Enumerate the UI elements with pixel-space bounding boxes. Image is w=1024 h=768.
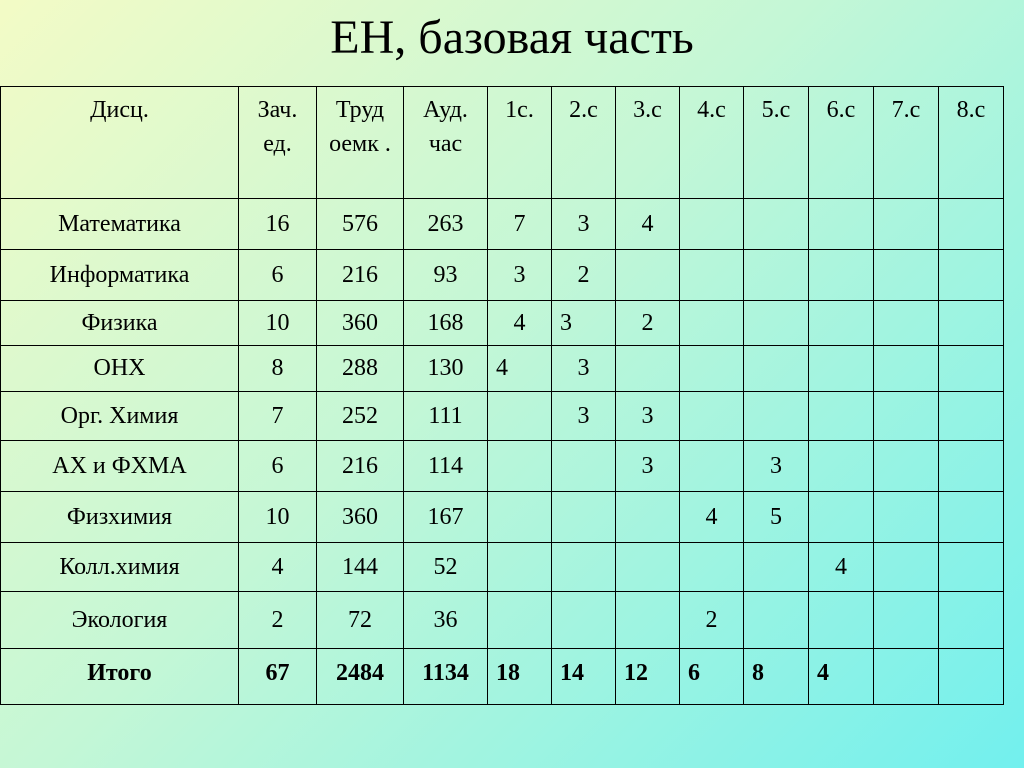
value-cell: 3 <box>616 441 680 492</box>
header-cell: 8.с <box>939 87 1004 199</box>
value-cell <box>809 346 874 392</box>
header-cell: 7.с <box>874 87 939 199</box>
table-row <box>1 392 1004 441</box>
header-cell: 6.с <box>809 87 874 199</box>
slide-title: ЕН, базовая часть <box>330 11 694 64</box>
value-cell: 6 <box>239 441 317 492</box>
value-cell <box>488 592 552 649</box>
value-cell <box>744 392 809 441</box>
header-cell: Ауд. час <box>404 87 488 199</box>
value-cell <box>680 441 744 492</box>
table-row <box>1 492 1004 543</box>
value-cell <box>488 543 552 592</box>
header-cell: Дисц. <box>1 87 239 199</box>
value-cell <box>939 492 1004 543</box>
header-cell: 3.с <box>616 87 680 199</box>
value-cell: 130 <box>404 346 488 392</box>
header-cell: 4.с <box>680 87 744 199</box>
curriculum-table <box>0 86 1004 705</box>
value-cell <box>874 441 939 492</box>
value-cell <box>809 250 874 301</box>
value-cell: 576 <box>317 199 404 250</box>
value-cell: 52 <box>404 543 488 592</box>
value-cell <box>680 392 744 441</box>
total-value: 12 <box>616 649 680 705</box>
value-cell: 168 <box>404 301 488 346</box>
total-value: 8 <box>744 649 809 705</box>
value-cell <box>939 592 1004 649</box>
value-cell <box>744 301 809 346</box>
value-cell <box>616 543 680 592</box>
value-cell: 16 <box>239 199 317 250</box>
total-value: 1134 <box>404 649 488 705</box>
value-cell <box>874 301 939 346</box>
value-cell <box>744 346 809 392</box>
value-cell <box>809 199 874 250</box>
value-cell: 10 <box>239 492 317 543</box>
discipline-cell: Математика <box>1 199 239 250</box>
total-value: 2484 <box>317 649 404 705</box>
total-label: Итого <box>1 649 239 705</box>
value-cell <box>488 441 552 492</box>
table-row <box>1 199 1004 250</box>
value-cell <box>874 492 939 543</box>
value-cell: 72 <box>317 592 404 649</box>
header-cell: 2.с <box>552 87 616 199</box>
value-cell: 3 <box>552 346 616 392</box>
value-cell <box>616 592 680 649</box>
header-cell: 1с. <box>488 87 552 199</box>
table-row <box>1 250 1004 301</box>
total-row <box>1 649 1004 705</box>
value-cell: 6 <box>239 250 317 301</box>
value-cell <box>939 250 1004 301</box>
table-row <box>1 543 1004 592</box>
value-cell <box>680 543 744 592</box>
value-cell <box>809 301 874 346</box>
value-cell: 4 <box>488 301 552 346</box>
value-cell: 114 <box>404 441 488 492</box>
value-cell <box>939 441 1004 492</box>
value-cell: 93 <box>404 250 488 301</box>
value-cell: 3 <box>744 441 809 492</box>
header-cell: Труд оемк . <box>317 87 404 199</box>
value-cell <box>809 441 874 492</box>
value-cell <box>552 492 616 543</box>
value-cell <box>488 492 552 543</box>
value-cell: 111 <box>404 392 488 441</box>
value-cell <box>680 346 744 392</box>
value-cell: 252 <box>317 392 404 441</box>
value-cell <box>874 543 939 592</box>
value-cell: 167 <box>404 492 488 543</box>
value-cell: 4 <box>239 543 317 592</box>
value-cell <box>939 301 1004 346</box>
value-cell <box>874 199 939 250</box>
value-cell: 7 <box>488 199 552 250</box>
value-cell: 4 <box>616 199 680 250</box>
discipline-cell: ОНХ <box>1 346 239 392</box>
value-cell: 144 <box>317 543 404 592</box>
total-value: 67 <box>239 649 317 705</box>
discipline-cell: Информатика <box>1 250 239 301</box>
value-cell <box>939 346 1004 392</box>
value-cell: 360 <box>317 301 404 346</box>
discipline-cell: Орг. Химия <box>1 392 239 441</box>
value-cell <box>939 543 1004 592</box>
value-cell: 360 <box>317 492 404 543</box>
table-row <box>1 441 1004 492</box>
header-row <box>1 87 1004 199</box>
value-cell <box>744 199 809 250</box>
value-cell <box>552 543 616 592</box>
value-cell: 5 <box>744 492 809 543</box>
value-cell <box>744 250 809 301</box>
total-value: 14 <box>552 649 616 705</box>
value-cell: 2 <box>616 301 680 346</box>
value-cell: 3 <box>616 392 680 441</box>
discipline-cell: АХ и ФХМА <box>1 441 239 492</box>
total-value: 4 <box>809 649 874 705</box>
total-value <box>939 649 1004 705</box>
value-cell <box>874 346 939 392</box>
value-cell <box>680 301 744 346</box>
value-cell: 3 <box>552 392 616 441</box>
value-cell <box>809 392 874 441</box>
value-cell <box>616 250 680 301</box>
value-cell <box>809 592 874 649</box>
value-cell <box>939 392 1004 441</box>
header-cell: Зач. ед. <box>239 87 317 199</box>
value-cell <box>552 592 616 649</box>
value-cell: 8 <box>239 346 317 392</box>
value-cell: 36 <box>404 592 488 649</box>
discipline-cell: Физика <box>1 301 239 346</box>
value-cell: 4 <box>488 346 552 392</box>
value-cell: 3 <box>552 199 616 250</box>
value-cell: 7 <box>239 392 317 441</box>
value-cell: 2 <box>552 250 616 301</box>
value-cell: 4 <box>680 492 744 543</box>
value-cell: 10 <box>239 301 317 346</box>
value-cell <box>744 543 809 592</box>
value-cell <box>744 592 809 649</box>
value-cell <box>874 392 939 441</box>
value-cell: 288 <box>317 346 404 392</box>
discipline-cell: Физхимия <box>1 492 239 543</box>
table-row <box>1 592 1004 649</box>
value-cell: 3 <box>552 301 616 346</box>
value-cell <box>809 492 874 543</box>
value-cell: 2 <box>239 592 317 649</box>
value-cell: 216 <box>317 441 404 492</box>
value-cell <box>680 250 744 301</box>
value-cell: 3 <box>488 250 552 301</box>
table-row <box>1 346 1004 392</box>
value-cell <box>552 441 616 492</box>
discipline-cell: Экология <box>1 592 239 649</box>
value-cell <box>488 392 552 441</box>
value-cell: 2 <box>680 592 744 649</box>
value-cell <box>680 199 744 250</box>
header-cell: 5.с <box>744 87 809 199</box>
value-cell <box>939 199 1004 250</box>
value-cell <box>616 492 680 543</box>
total-value: 18 <box>488 649 552 705</box>
total-value: 6 <box>680 649 744 705</box>
value-cell: 263 <box>404 199 488 250</box>
value-cell <box>616 346 680 392</box>
value-cell: 4 <box>809 543 874 592</box>
table-row <box>1 301 1004 346</box>
value-cell <box>874 250 939 301</box>
total-value <box>874 649 939 705</box>
discipline-cell: Колл.химия <box>1 543 239 592</box>
value-cell: 216 <box>317 250 404 301</box>
value-cell <box>874 592 939 649</box>
